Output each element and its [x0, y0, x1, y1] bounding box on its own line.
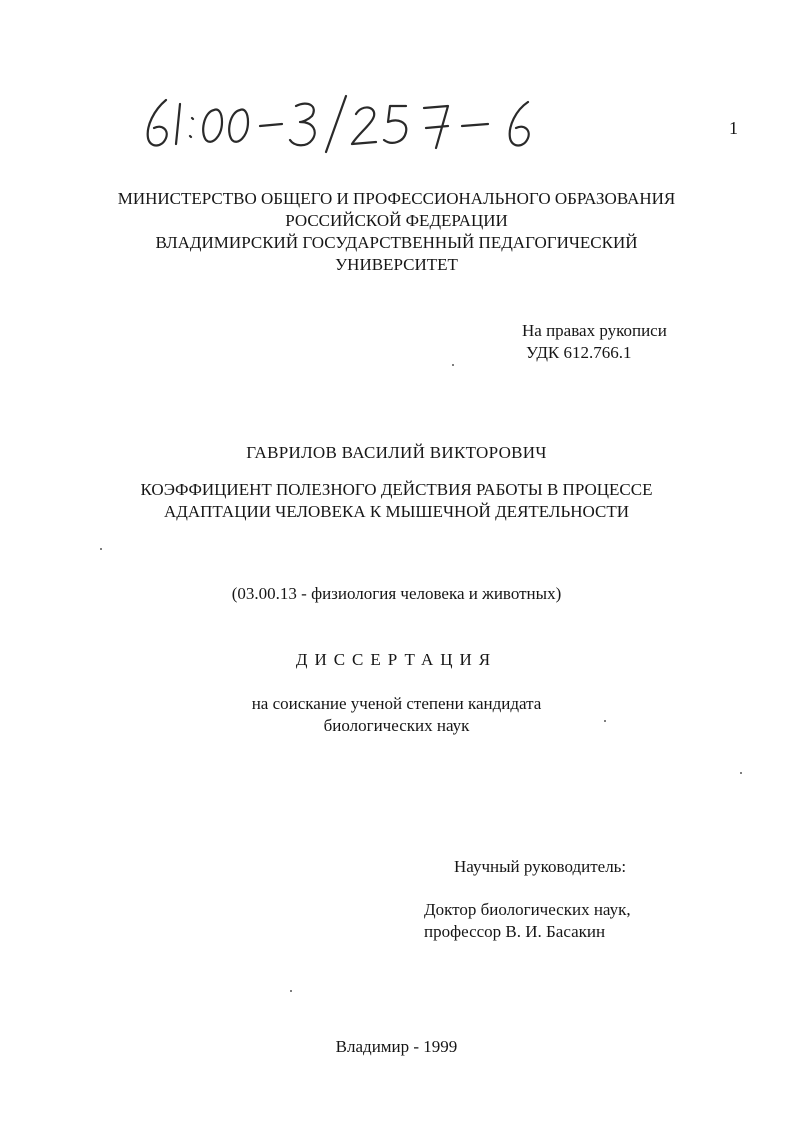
manuscript-block	[522, 320, 667, 364]
dissertation-title	[0, 479, 793, 523]
udk-code: УДК 612.766.1	[526, 343, 632, 362]
manuscript-rights: На правах рукописи	[522, 321, 667, 340]
author-name: ГАВРИЛОВ ВАСИЛИЙ ВИКТОРОВИЧ	[246, 443, 547, 462]
city-year: Владимир - 1999	[335, 1037, 458, 1056]
header-line: ВЛАДИМИРСКИЙ ГОСУДАРСТВЕННЫЙ ПЕДАГОГИЧЕСКИЙ	[155, 233, 638, 252]
degree-line: биологических наук	[323, 716, 470, 735]
advisor-label: Научный руководитель:	[454, 857, 627, 876]
header-line: МИНИСТЕРСТВО ОБЩЕГО И ПРОФЕССИОНАЛЬНОГО ОБРАЗОВАНИЯ	[117, 189, 676, 208]
title-line: АДАПТАЦИИ ЧЕЛОВЕКА К МЫШЕЧНОЙ ДЕЯТЕЛЬНОСТИ	[163, 502, 630, 521]
advisor-name: профессор В. И. Басакин	[424, 922, 606, 941]
scan-speck	[290, 990, 292, 992]
header-line: УНИВЕРСИТЕТ	[335, 255, 458, 274]
scan-speck	[452, 364, 454, 366]
scan-speck	[604, 720, 606, 722]
scan-speck	[740, 772, 742, 774]
degree-statement	[0, 693, 793, 737]
institution-header	[0, 188, 793, 276]
document-type: ДИССЕРТАЦИЯ	[295, 650, 498, 669]
scan-speck	[100, 548, 102, 550]
page-number: 1	[729, 118, 738, 138]
handwritten-archive-number	[136, 92, 556, 154]
advisor-info	[424, 899, 631, 943]
advisor-degree: Доктор биологических наук,	[424, 900, 631, 919]
degree-line: на соискание ученой степени кандидата	[251, 694, 542, 713]
title-line: КОЭФФИЦИЕНТ ПОЛЕЗНОГО ДЕЙСТВИЯ РАБОТЫ В ПРОЦЕССЕ	[140, 480, 653, 499]
header-line: РОССИЙСКОЙ ФЕДЕРАЦИИ	[285, 211, 508, 230]
specialty-code: (03.00.13 - физиология человека и животных)	[231, 584, 562, 603]
